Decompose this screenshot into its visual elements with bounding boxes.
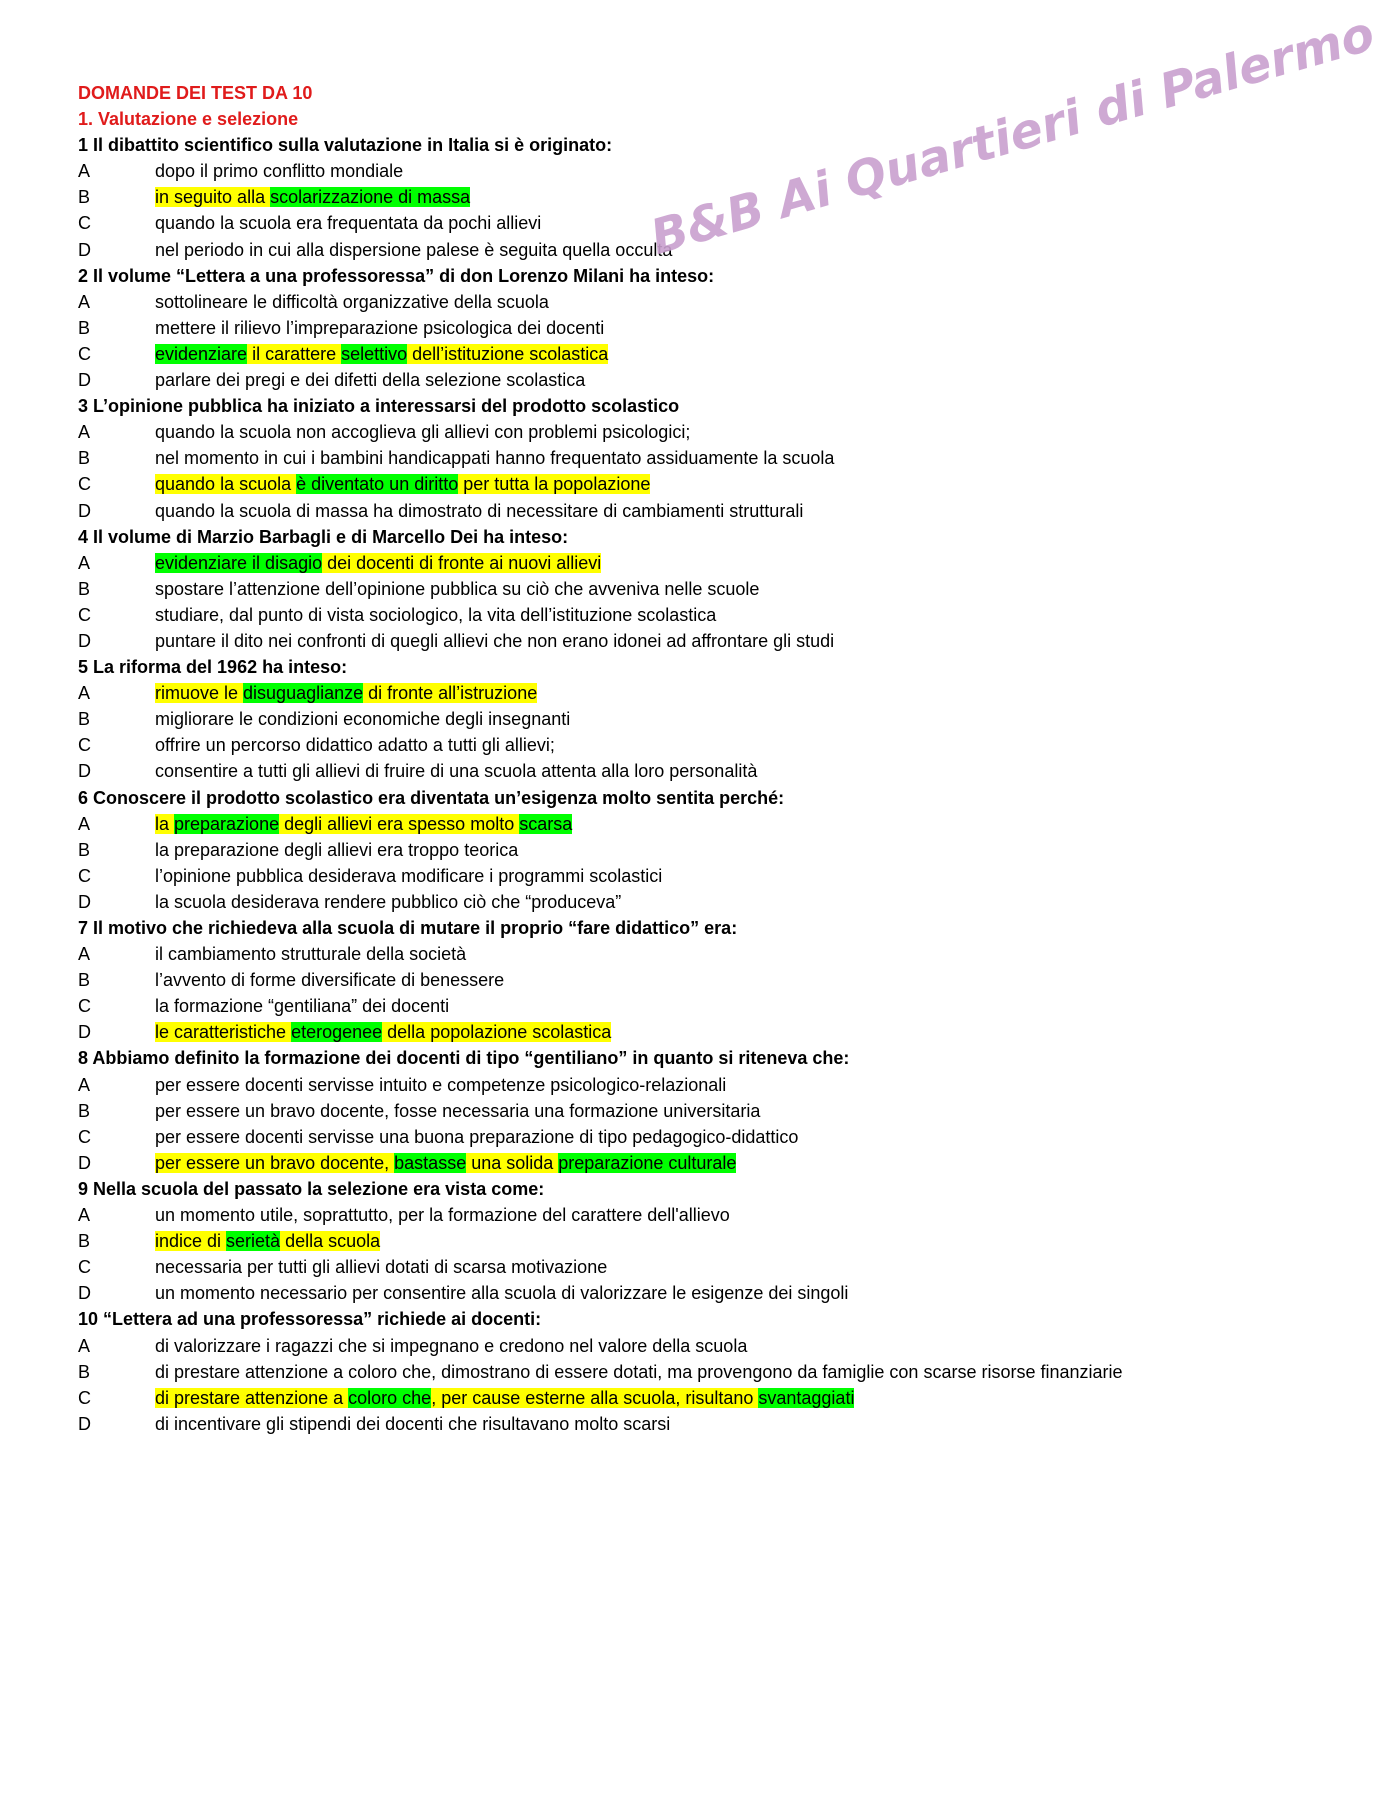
yellow-highlight: per essere un bravo docente, <box>155 1152 395 1173</box>
answer-option <box>78 680 1238 706</box>
yellow-highlight: le caratteristiche <box>155 1022 292 1043</box>
question-block <box>78 393 1238 523</box>
answer-option <box>78 315 1238 341</box>
option-text <box>155 889 1238 915</box>
yellow-highlight: di prestare attenzione a <box>155 1387 349 1408</box>
answer-option <box>78 471 1238 497</box>
option-text <box>155 1333 1238 1359</box>
option-letter: A <box>78 552 91 573</box>
green-highlight: preparazione <box>174 813 280 834</box>
answer-option <box>78 210 1238 236</box>
option-letter: A <box>78 422 91 443</box>
option-text <box>155 1280 1238 1306</box>
option-text <box>155 1411 1238 1437</box>
document-title: DOMANDE DEI TEST DA 10 <box>78 83 313 103</box>
option-letter: B <box>78 317 91 338</box>
option-text <box>155 341 1238 367</box>
option-text <box>155 237 1238 263</box>
option-text <box>155 863 1238 889</box>
answer-option <box>78 811 1238 837</box>
answer-option <box>78 967 1238 993</box>
option-text <box>155 628 1238 654</box>
answer-option <box>78 1333 1238 1359</box>
option-segment: il cambiamento strutturale della società <box>155 944 467 965</box>
question-block <box>78 132 1238 262</box>
option-letter: D <box>78 370 91 391</box>
watermark: B&B Ai Quartieri di Palermo <box>644 5 1381 266</box>
option-letter: D <box>78 1022 91 1043</box>
answer-option <box>78 1280 1238 1306</box>
yellow-highlight: della popolazione scolastica <box>382 1022 612 1043</box>
option-letter: C <box>78 1126 91 1147</box>
option-letter: B <box>78 187 91 208</box>
option-text <box>155 811 1238 837</box>
section-title: 1. Valutazione e selezione <box>78 109 299 130</box>
yellow-highlight: di fronte all’istruzione <box>363 683 538 704</box>
option-text <box>155 576 1238 602</box>
option-text <box>155 1228 1238 1254</box>
option-segment: di incentivare gli stipendi dei docenti che risultavano molto scarsi <box>155 1413 671 1434</box>
answer-option <box>78 837 1238 863</box>
option-segment: per essere un bravo docente, fosse necessaria una formazione universitaria <box>155 1100 761 1121</box>
option-letter: B <box>78 970 91 991</box>
question-text: 2 Il volume “Lettera a una professoressa” di don Lorenzo Milani ha inteso: <box>78 265 715 286</box>
green-highlight: svantaggiati <box>758 1387 855 1408</box>
option-segment: per essere docenti servisse intuito e competenze psicologico-relazionali <box>155 1074 727 1095</box>
option-letter: D <box>78 1413 91 1434</box>
option-letter: B <box>78 839 91 860</box>
question-text: 8 Abbiamo definito la formazione dei docenti di tipo “gentiliano” in quanto si riteneva che: <box>78 1048 850 1069</box>
option-letter: A <box>78 161 91 182</box>
option-text <box>155 1359 1238 1385</box>
question-text: 4 Il volume di Marzio Barbagli e di Marcello Dei ha inteso: <box>78 526 569 547</box>
option-segment: la scuola desiderava rendere pubblico ciò che “produceva” <box>155 891 622 912</box>
question-text: 9 Nella scuola del passato la selezione era vista come: <box>78 1178 545 1199</box>
option-segment: di valorizzare i ragazzi che si impegnano e credono nel valore della scuola <box>155 1335 748 1356</box>
answer-option <box>78 445 1238 471</box>
question-text: 3 L’opinione pubblica ha iniziato a interessarsi del prodotto scolastico <box>78 396 680 417</box>
green-highlight: evidenziare il disagio <box>155 552 323 573</box>
question-block <box>78 1045 1238 1175</box>
option-segment: migliorare le condizioni economiche degli insegnanti <box>155 709 571 730</box>
yellow-highlight: la <box>155 813 175 834</box>
question-block <box>78 785 1238 915</box>
option-letter: D <box>78 1283 91 1304</box>
option-letter: C <box>78 343 91 364</box>
question-text: 1 Il dibattito scientifico sulla valutazione in Italia si è originato: <box>78 135 613 156</box>
option-letter: C <box>78 474 91 495</box>
option-text <box>155 680 1238 706</box>
option-text <box>155 967 1238 993</box>
option-text <box>155 1150 1238 1176</box>
option-segment: quando la scuola non accoglieva gli allievi con problemi psicologici; <box>155 422 691 443</box>
green-highlight: preparazione culturale <box>558 1152 737 1173</box>
option-letter: D <box>78 239 91 260</box>
answer-option <box>78 184 1238 210</box>
answer-option <box>78 498 1238 524</box>
option-text <box>155 1019 1238 1045</box>
option-letter: A <box>78 1074 91 1095</box>
option-segment: dopo il primo conflitto mondiale <box>155 161 404 182</box>
option-letter: A <box>78 1205 91 1226</box>
option-letter: B <box>78 1100 91 1121</box>
question-text: 10 “Lettera ad una professoressa” richiede ai docenti: <box>78 1309 542 1330</box>
answer-option <box>78 367 1238 393</box>
option-text <box>155 550 1238 576</box>
answer-option <box>78 1124 1238 1150</box>
option-segment: un momento utile, soprattutto, per la formazione del carattere dell'allievo <box>155 1205 730 1226</box>
question-block <box>78 1306 1238 1436</box>
option-letter: C <box>78 213 91 234</box>
option-segment: la formazione “gentiliana” dei docenti <box>155 996 450 1017</box>
answer-option <box>78 941 1238 967</box>
question-block <box>78 654 1238 784</box>
option-segment: necessaria per tutti gli allievi dotati di scarsa motivazione <box>155 1257 608 1278</box>
option-segment: puntare il dito nei confronti di quegli allievi che non erano idonei ad affrontare gli studi <box>155 630 835 651</box>
yellow-highlight: una solida <box>466 1152 559 1173</box>
option-segment: studiare, dal punto di vista sociologico, la vita dell’istituzione scolastica <box>155 604 717 625</box>
yellow-highlight: il carattere <box>247 343 342 364</box>
option-letter: D <box>78 630 91 651</box>
answer-option <box>78 889 1238 915</box>
yellow-highlight: dell’istituzione scolastica <box>407 343 609 364</box>
question-block <box>78 915 1238 1045</box>
option-letter: C <box>78 604 91 625</box>
answer-option <box>78 706 1238 732</box>
option-letter: C <box>78 1257 91 1278</box>
option-text <box>155 758 1238 784</box>
answer-option <box>78 993 1238 1019</box>
option-segment: la preparazione degli allievi era troppo teorica <box>155 839 519 860</box>
answer-option <box>78 1019 1238 1045</box>
answer-option <box>78 419 1238 445</box>
option-text <box>155 941 1238 967</box>
green-highlight: serietà <box>226 1231 281 1252</box>
option-letter: C <box>78 865 91 886</box>
option-text <box>155 602 1238 628</box>
option-letter: C <box>78 996 91 1017</box>
green-highlight: evidenziare <box>155 343 248 364</box>
answer-option <box>78 1385 1238 1411</box>
yellow-highlight: rimuove le <box>155 683 244 704</box>
option-letter: B <box>78 578 91 599</box>
yellow-highlight: della scuola <box>280 1231 381 1252</box>
option-segment: mettere il rilievo l’impreparazione psicologica dei docenti <box>155 317 605 338</box>
answer-option <box>78 863 1238 889</box>
option-text <box>155 445 1238 471</box>
option-text <box>155 315 1238 341</box>
green-highlight: coloro che <box>348 1387 432 1408</box>
option-letter: C <box>78 1387 91 1408</box>
answer-option <box>78 1150 1238 1176</box>
question-list <box>78 132 1238 1437</box>
option-letter: D <box>78 891 91 912</box>
question-text: 6 Conoscere il prodotto scolastico era diventata un’esigenza molto sentita perché: <box>78 787 785 808</box>
option-text <box>155 1098 1238 1124</box>
option-text <box>155 837 1238 863</box>
option-letter: A <box>78 291 91 312</box>
option-text <box>155 732 1238 758</box>
option-segment: di prestare attenzione a coloro che, dimostrano di essere dotati, ma provengono da famiglie con scarse risorse finanziarie <box>155 1361 1123 1382</box>
yellow-highlight: quando la scuola <box>155 474 297 495</box>
option-text <box>155 184 1238 210</box>
answer-option <box>78 1098 1238 1124</box>
option-text <box>155 419 1238 445</box>
question-block <box>78 524 1238 654</box>
option-segment: quando la scuola era frequentata da pochi allievi <box>155 213 542 234</box>
option-text <box>155 1254 1238 1280</box>
option-letter: C <box>78 735 91 756</box>
question-text: 5 La riforma del 1962 ha inteso: <box>78 657 348 678</box>
green-highlight: scarsa <box>519 813 573 834</box>
option-letter: B <box>78 448 91 469</box>
answer-option <box>78 1228 1238 1254</box>
option-segment: spostare l’attenzione dell’opinione pubblica su ciò che avveniva nelle scuole <box>155 578 760 599</box>
answer-option <box>78 628 1238 654</box>
yellow-highlight: indice di <box>155 1231 227 1252</box>
answer-option <box>78 1072 1238 1098</box>
answer-option <box>78 289 1238 315</box>
option-letter: A <box>78 683 91 704</box>
green-highlight: è diventato un diritto <box>296 474 459 495</box>
option-letter: A <box>78 1335 91 1356</box>
option-letter: A <box>78 813 91 834</box>
green-highlight: eterogenee <box>291 1022 383 1043</box>
option-segment: parlare dei pregi e dei difetti della selezione scolastica <box>155 370 586 391</box>
option-letter: D <box>78 761 91 782</box>
option-text <box>155 1124 1238 1150</box>
option-text <box>155 993 1238 1019</box>
option-segment: consentire a tutti gli allievi di fruire di una scuola attenta alla loro personalità <box>155 761 758 782</box>
answer-option <box>78 1411 1238 1437</box>
option-segment: offrire un percorso didattico adatto a tutti gli allievi; <box>155 735 555 756</box>
yellow-highlight: , per cause esterne alla scuola, risultano <box>431 1387 759 1408</box>
green-highlight: disuguaglianze <box>243 683 364 704</box>
option-segment: l’opinione pubblica desiderava modificare i programmi scolastici <box>155 865 663 886</box>
document-body <box>78 80 1238 1437</box>
answer-option <box>78 732 1238 758</box>
answer-option <box>78 758 1238 784</box>
option-segment: l’avvento di forme diversificate di benessere <box>155 970 505 991</box>
option-segment: un momento necessario per consentire alla scuola di valorizzare le esigenze dei singoli <box>155 1283 849 1304</box>
question-block <box>78 263 1238 393</box>
option-text <box>155 498 1238 524</box>
green-highlight: selettivo <box>341 343 408 364</box>
option-segment: per essere docenti servisse una buona preparazione di tipo pedagogico-didattico <box>155 1126 799 1147</box>
option-segment: quando la scuola di massa ha dimostrato di necessitare di cambiamenti strutturali <box>155 500 804 521</box>
option-letter: D <box>78 500 91 521</box>
yellow-highlight: degli allievi era spesso molto <box>279 813 520 834</box>
option-text <box>155 289 1238 315</box>
answer-option <box>78 602 1238 628</box>
option-text <box>155 1202 1238 1228</box>
answer-option <box>78 576 1238 602</box>
answer-option <box>78 158 1238 184</box>
green-highlight: bastasse <box>394 1152 467 1173</box>
option-text <box>155 210 1238 236</box>
answer-option <box>78 1254 1238 1280</box>
option-segment: nel momento in cui i bambini handicappati hanno frequentato assiduamente la scuola <box>155 448 835 469</box>
option-letter: B <box>78 1361 91 1382</box>
answer-option <box>78 550 1238 576</box>
question-text: 7 Il motivo che richiedeva alla scuola di mutare il proprio “fare didattico” era: <box>78 918 738 938</box>
yellow-highlight: in seguito alla <box>155 187 271 208</box>
option-text <box>155 158 1238 184</box>
option-segment: sottolineare le difficoltà organizzative della scuola <box>155 291 549 312</box>
green-highlight: scolarizzazione di massa <box>270 187 471 208</box>
option-text <box>155 706 1238 732</box>
answer-option <box>78 1202 1238 1228</box>
option-letter: D <box>78 1152 91 1173</box>
question-block <box>78 1176 1238 1306</box>
option-text <box>155 367 1238 393</box>
answer-option <box>78 1359 1238 1385</box>
option-segment: nel periodo in cui alla dispersione palese è seguita quella occulta <box>155 239 673 260</box>
answer-option <box>78 237 1238 263</box>
option-letter: B <box>78 1231 91 1252</box>
answer-option <box>78 341 1238 367</box>
option-text <box>155 471 1238 497</box>
yellow-highlight: dei docenti di fronte ai nuovi allievi <box>322 552 602 573</box>
yellow-highlight: per tutta la popolazione <box>458 474 651 495</box>
option-letter: A <box>78 944 91 965</box>
option-letter: B <box>78 709 91 730</box>
option-text <box>155 1385 1238 1411</box>
option-text <box>155 1072 1238 1098</box>
